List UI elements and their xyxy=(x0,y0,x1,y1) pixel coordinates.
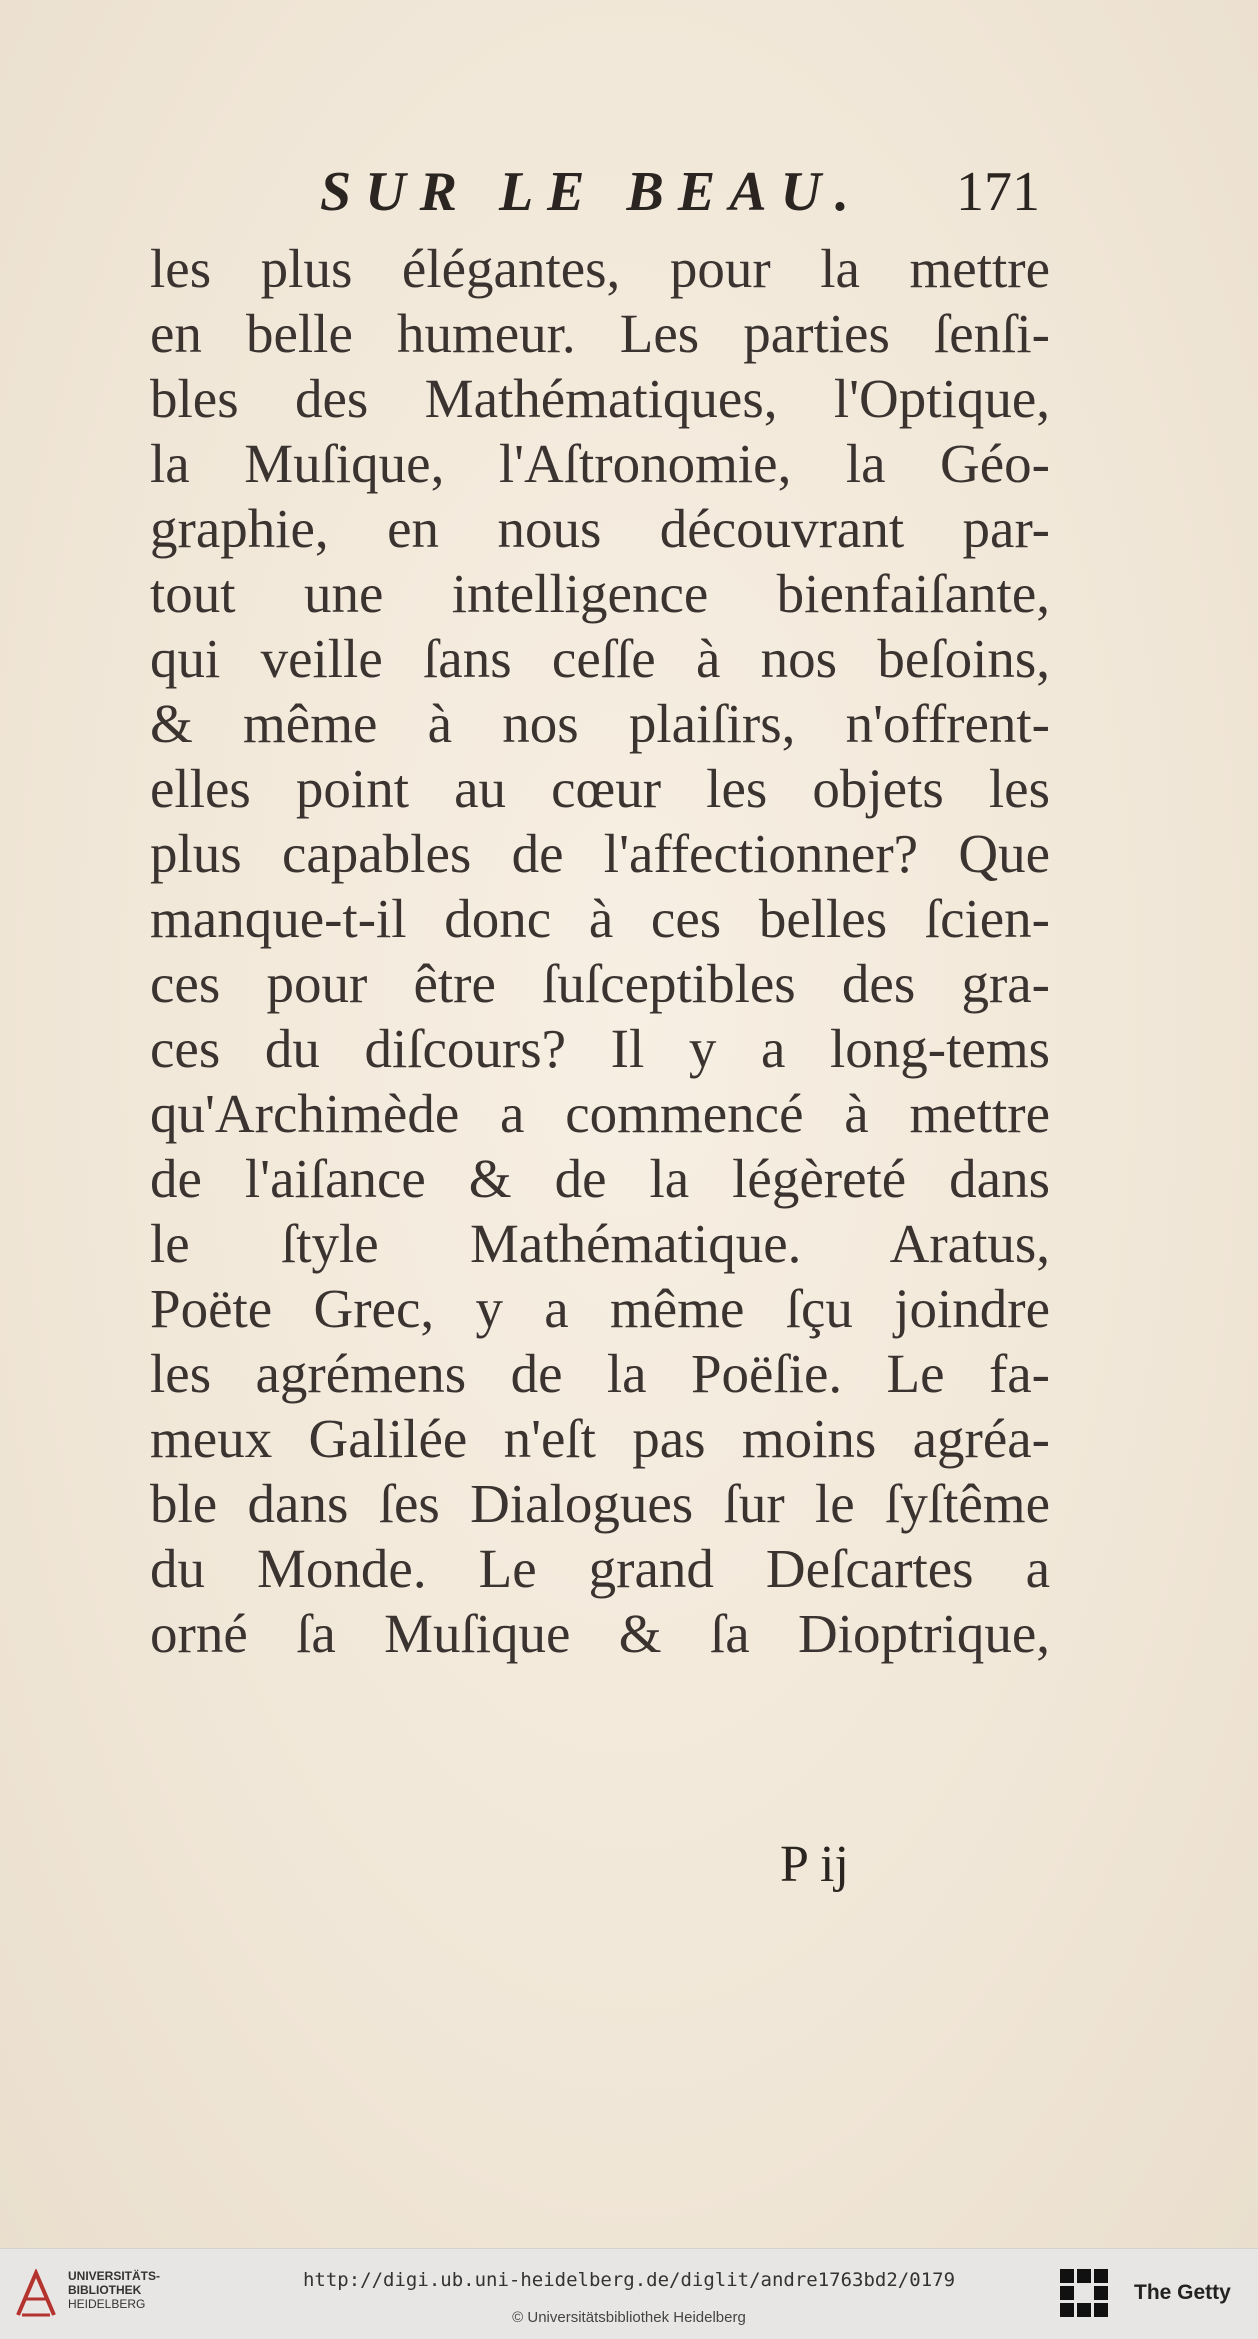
partner-name: The Getty xyxy=(1134,2281,1231,2304)
text-line: graphie, en nous découvrant par- xyxy=(150,498,1050,559)
text-line: qu'Archimède a commencé à mettre xyxy=(150,1083,1050,1144)
permalink-url[interactable]: http://digi.ub.uni-heidelberg.de/diglit/andre1763bd2/0179 xyxy=(302,2269,956,2291)
text-line: les plus élégantes, pour la mettre xyxy=(150,238,1050,299)
page-number: 171 xyxy=(956,161,1040,223)
signature-mark: P ij xyxy=(780,1836,849,1893)
library-name-line: UNIVERSITÄTS- xyxy=(68,2269,161,2283)
text-line: les agrémens de la Poëſie. Le fa- xyxy=(150,1343,1050,1404)
text-line: de l'aiſance & de la légèreté dans xyxy=(150,1148,1050,1209)
text-line: bles des Mathématiques, l'Optique, xyxy=(150,368,1050,429)
text-line: manque-t-il donc à ces belles ſcien- xyxy=(150,888,1050,949)
text-line: Poëte Grec, y a même ſçu joindre xyxy=(150,1278,1050,1339)
text-line: ces pour être ſuſceptibles des gra- xyxy=(150,953,1050,1014)
text-line: du Monde. Le grand Deſcartes a xyxy=(150,1538,1050,1599)
text-line: la Muſique, l'Aſtronomie, la Géo- xyxy=(150,433,1050,494)
text-line: le ſtyle Mathématique. Aratus, xyxy=(150,1213,1050,1274)
library-name-line: BIBLIOTHEK xyxy=(68,2283,142,2297)
text-line: elles point au cœur les objets les xyxy=(150,758,1050,819)
text-line: tout une intelligence bienfaiſante, xyxy=(150,563,1050,624)
text-line: meux Galilée n'eſt pas moins agréa- xyxy=(150,1408,1050,1469)
text-line: orné ſa Muſique & ſa Dioptrique, xyxy=(150,1603,1050,1664)
body-text xyxy=(150,236,1050,1666)
text-line: en belle humeur. Les parties ſenſi- xyxy=(150,303,1050,364)
text-line: plus capables de l'affectionner? Que xyxy=(150,823,1050,884)
copyright-notice: © Universitätsbibliothek Heidelberg xyxy=(512,2309,746,2326)
text-line: ble dans ſes Dialogues ſur le ſyſtême xyxy=(150,1473,1050,1534)
text-line: ces du diſcours? Il y a long-tems xyxy=(150,1018,1050,1079)
getty-logo-icon xyxy=(1058,2267,1110,2321)
page-header xyxy=(320,160,1040,230)
running-head: SUR LE BEAU. xyxy=(320,161,863,223)
footer-bar xyxy=(0,2248,1258,2339)
text-line: & même à nos plaiſirs, n'offrent- xyxy=(150,693,1050,754)
text-line: qui veille ſans ceſſe à nos beſoins, xyxy=(150,628,1050,689)
library-name-line: HEIDELBERG xyxy=(68,2297,146,2311)
